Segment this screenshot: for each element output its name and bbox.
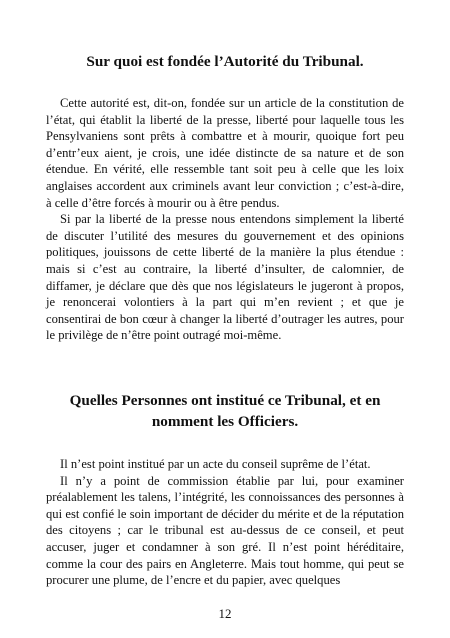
page-number: 12 — [218, 606, 232, 621]
paragraph: Il n’est point institué par un acte du conseil suprême de l’état. — [60, 457, 371, 471]
section-persons-body — [46, 456, 404, 589]
paragraph: Si par la liberté de la presse nous entendons simplement la liberté de discuter l’utilité des mesures du gouvernement et des opinions politiques, jouissons de cette liberté de la manière la plus étendue : mais si c’est au contraire, la liberté d’insulter, de calomnier, de diffamer, je déclare que dès que nos législateurs le jugeront à propos, je renoncerai volontiers à la part qui m’en revient ; et que je consentirai de bon cœur à changer la liberté d’outrager les autres, pour le privilège de n’être point outragé moi-même. — [46, 212, 404, 343]
section-heading-authority: Sur quoi est fondée l’Autorité du Tribunal. — [86, 53, 364, 70]
paragraph: Il n’y a point de commission établie par lui, pour examiner préalablement les talens, l’intégrité, les connoissances des personnes à qui est confié le soin important de décider du mérite et de la réputation des citoyens ; car le tribunal est au-dessus de ce conseil, et peut accuser, juger et condamner à son gré. Il n’est point héréditaire, comme la cour des pairs en Angleterre. Mais tout homme, qui peut se procurer une plume, de l’encre et du papier, avec quelques — [46, 473, 404, 588]
section-heading-persons: Quelles Personnes ont institué ce Tribunal, et en nomment les Officiers. — [69, 392, 381, 430]
paragraph: Cette autorité est, dit-on, fondée sur un article de la constitution de l’état, qui établit la liberté de la presse, liberté pour laquelle tous les Pensylvaniens sont prêts à combattre et à mourir, quoique fort peu d’entr’eux aient, je crois, une idée distincte de sa nature et de son étendue. En vérité, elle ressemble tant soit peu à celle que les loix anglaises accordent aux criminels avant leur conviction ; c’est-à-dire, à celle d’être forcés à mourir ou à être pendus. — [46, 96, 404, 210]
section-authority-body — [46, 95, 404, 344]
